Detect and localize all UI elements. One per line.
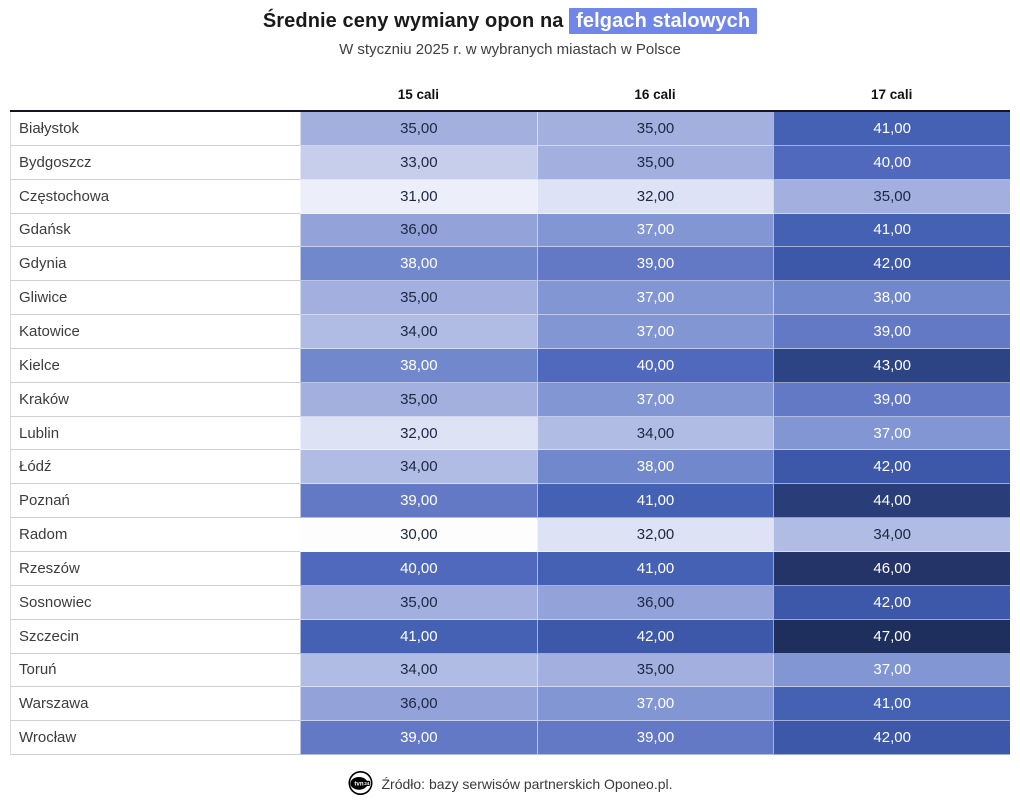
- price-cell: 41,00: [537, 484, 774, 518]
- column-header-17-cali: 17 cali: [871, 87, 913, 102]
- table-row: [10, 146, 1010, 180]
- price-cell: 37,00: [773, 654, 1010, 688]
- price-cell: 39,00: [773, 383, 1010, 417]
- price-cell: 39,00: [300, 721, 537, 755]
- city-label: Częstochowa: [10, 180, 300, 214]
- city-label: Gliwice: [10, 281, 300, 315]
- city-label: Łódź: [10, 450, 300, 484]
- price-cell: 32,00: [537, 518, 774, 552]
- source-text: Źródło: bazy serwisów partnerskich Oponeo.pl.: [381, 775, 673, 792]
- price-cell: 41,00: [537, 552, 774, 586]
- price-cell: 37,00: [537, 383, 774, 417]
- city-label: Szczecin: [10, 620, 300, 654]
- price-cell: 38,00: [300, 349, 537, 383]
- svg-text:tvn: tvn: [354, 780, 365, 788]
- table-body: [10, 112, 1010, 755]
- table-row: [10, 349, 1010, 383]
- page-subtitle: W styczniu 2025 r. w wybranych miastach w Polsce: [339, 41, 681, 58]
- price-cell: 41,00: [773, 214, 1010, 248]
- table-row: [10, 112, 1010, 146]
- city-label: Białystok: [10, 112, 300, 146]
- price-cell: 30,00: [300, 518, 537, 552]
- table-row: [10, 586, 1010, 620]
- price-cell: 38,00: [537, 450, 774, 484]
- table-row: [10, 654, 1010, 688]
- table-row: [10, 315, 1010, 349]
- city-label: Bydgoszcz: [10, 146, 300, 180]
- price-cell: 41,00: [773, 112, 1010, 146]
- table-row: [10, 214, 1010, 248]
- table-row: [10, 484, 1010, 518]
- city-label: Katowice: [10, 315, 300, 349]
- price-cell: 42,00: [773, 586, 1010, 620]
- price-cell: 35,00: [300, 586, 537, 620]
- price-cell: 40,00: [773, 146, 1010, 180]
- price-cell: 32,00: [300, 417, 537, 451]
- price-cell: 40,00: [537, 349, 774, 383]
- table-row: [10, 687, 1010, 721]
- page-title: [0, 0, 1020, 33]
- price-cell: 35,00: [537, 112, 774, 146]
- price-cell: 35,00: [537, 146, 774, 180]
- price-cell: 36,00: [537, 586, 774, 620]
- price-cell: 36,00: [300, 687, 537, 721]
- price-cell: 40,00: [300, 552, 537, 586]
- price-cell: 38,00: [300, 247, 537, 281]
- price-cell: 34,00: [773, 518, 1010, 552]
- price-cell: 36,00: [300, 214, 537, 248]
- price-cell: 37,00: [537, 315, 774, 349]
- city-label: Rzeszów: [10, 552, 300, 586]
- city-label: Gdańsk: [10, 214, 300, 248]
- table-row: [10, 450, 1010, 484]
- city-label: Gdynia: [10, 247, 300, 281]
- price-cell: 34,00: [300, 654, 537, 688]
- price-cell: 34,00: [300, 315, 537, 349]
- price-cell: 39,00: [537, 721, 774, 755]
- price-cell: 35,00: [300, 112, 537, 146]
- price-cell: 42,00: [773, 247, 1010, 281]
- city-label: Wrocław: [10, 721, 300, 755]
- price-cell: 42,00: [773, 450, 1010, 484]
- price-cell: 34,00: [537, 417, 774, 451]
- city-label: Warszawa: [10, 687, 300, 721]
- city-label: Lublin: [10, 417, 300, 451]
- column-header-15-cali: 15 cali: [397, 87, 439, 102]
- price-cell: 44,00: [773, 484, 1010, 518]
- price-cell: 35,00: [773, 180, 1010, 214]
- city-label: Poznań: [10, 484, 300, 518]
- price-cell: 31,00: [300, 180, 537, 214]
- price-cell: 41,00: [300, 620, 537, 654]
- title-highlight: felgach stalowych: [569, 8, 757, 34]
- price-cell: 46,00: [773, 552, 1010, 586]
- price-cell: 39,00: [773, 315, 1010, 349]
- price-cell: 37,00: [537, 281, 774, 315]
- city-label: Sosnowiec: [10, 586, 300, 620]
- city-label: Kraków: [10, 383, 300, 417]
- table-header-row: [10, 70, 1010, 112]
- city-label: Kielce: [10, 349, 300, 383]
- table-row: [10, 518, 1010, 552]
- table-row: [10, 552, 1010, 586]
- city-label: Radom: [10, 518, 300, 552]
- city-label: Toruń: [10, 654, 300, 688]
- price-cell: 35,00: [537, 654, 774, 688]
- price-cell: 42,00: [773, 721, 1010, 755]
- price-cell: 38,00: [773, 281, 1010, 315]
- price-cell: 42,00: [537, 620, 774, 654]
- table-row: [10, 247, 1010, 281]
- table-row: [10, 383, 1010, 417]
- price-cell: 34,00: [300, 450, 537, 484]
- column-header-16-cali: 16 cali: [634, 87, 676, 102]
- price-cell: 33,00: [300, 146, 537, 180]
- price-cell: 32,00: [537, 180, 774, 214]
- table-row: [10, 417, 1010, 451]
- price-cell: 35,00: [300, 383, 537, 417]
- table-row: [10, 281, 1010, 315]
- price-cell: 37,00: [537, 687, 774, 721]
- svg-text:24: 24: [364, 780, 370, 786]
- price-cell: 47,00: [773, 620, 1010, 654]
- price-cell: 39,00: [300, 484, 537, 518]
- price-cell: 37,00: [773, 417, 1010, 451]
- table-row: [10, 620, 1010, 654]
- price-cell: 35,00: [300, 281, 537, 315]
- tvn24-logo-icon: [347, 770, 374, 797]
- table-row: [10, 721, 1010, 755]
- price-cell: 37,00: [537, 214, 774, 248]
- price-table: [10, 70, 1010, 755]
- price-cell: 39,00: [537, 247, 774, 281]
- source-footer: [0, 770, 1020, 797]
- table-row: [10, 180, 1010, 214]
- price-cell: 43,00: [773, 349, 1010, 383]
- price-cell: 41,00: [773, 687, 1010, 721]
- page-title-text: Średnie ceny wymiany opon na: [262, 10, 564, 32]
